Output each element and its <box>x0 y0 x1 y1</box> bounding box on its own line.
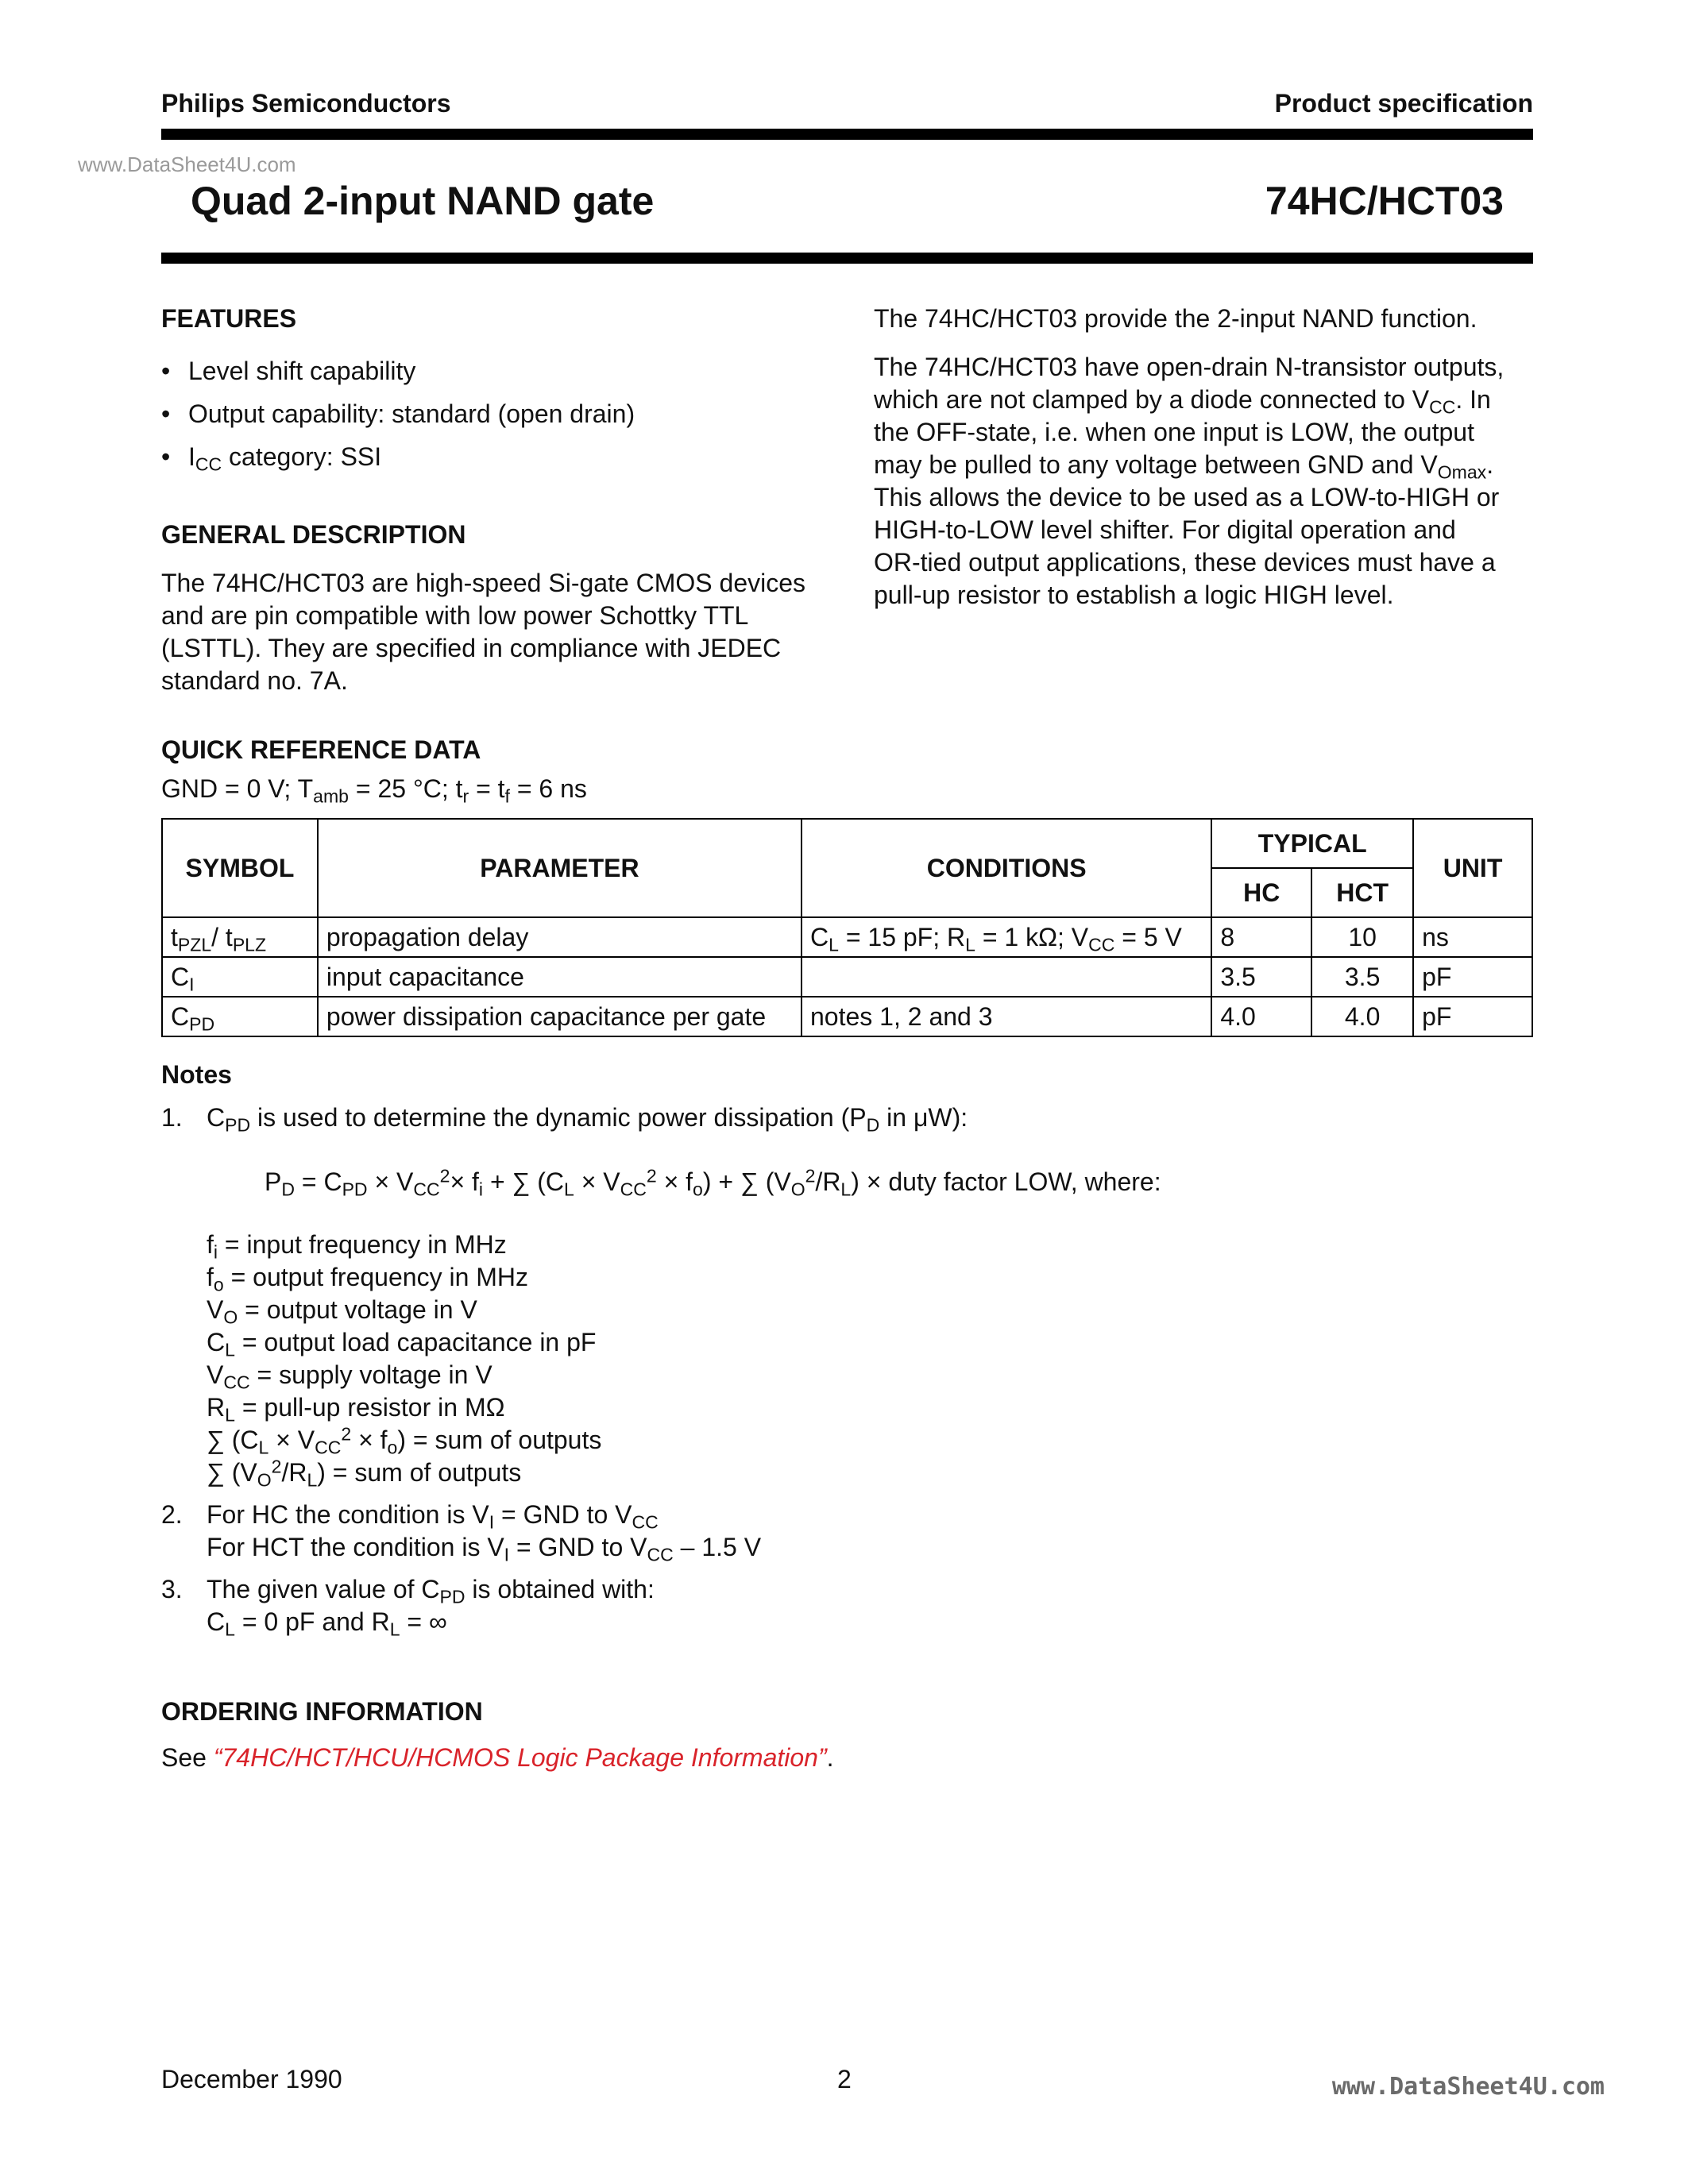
col-hc: HC <box>1211 868 1311 917</box>
col-conditions: CONDITIONS <box>802 819 1211 917</box>
cell-unit: ns <box>1413 917 1532 957</box>
cell-symbol: $C_{PD}$ <box>162 997 318 1036</box>
col-parameter: PARAMETER <box>318 819 802 917</box>
footer-date: December 1990 <box>161 2065 342 2093</box>
cell-symbol: $C_I$ <box>162 957 318 997</box>
watermark-bottom[interactable]: www.DataSheet4U.com <box>1331 2073 1605 2101</box>
features-heading: FEATURES <box>161 304 297 333</box>
cell-conditions: notes 1, 2 and 3 <box>802 997 1211 1036</box>
cell-hct: 3.5 <box>1311 957 1413 997</box>
list-item: • Level shift capability <box>161 353 813 396</box>
title-rule <box>161 253 1533 264</box>
page-number: 2 <box>837 2065 852 2093</box>
list-item: • Output capability: standard (open drain) <box>161 396 813 439</box>
qrd-heading: QUICK REFERENCE DATA <box>161 735 481 764</box>
ordering-text: See “74HC/HCT/HCU/HCMOS Logic Package Information”. <box>161 1743 834 1772</box>
col-unit: UNIT <box>1413 819 1532 917</box>
cell-parameter: propagation delay <box>318 917 802 957</box>
variable-definitions: $f_i$ = input frequency in MHz $f_o$ = output frequency in MHz $V_O$ = output voltage in V $C_L$ = output load capacitance in pF $V_{CC}$ = supply voltage in V $R_L$ = pull-up resistor in MΩ ∑ $(C_L \times V_{CC}^2 \times f_o)$ = sum of outputs ∑ $(V_O^2/R_L)$ = sum of outputs <box>207 1230 602 1491</box>
table-row <box>162 957 1532 997</box>
features-list <box>161 353 813 482</box>
col-symbol: SYMBOL <box>162 819 318 917</box>
col-hct: HCT <box>1311 868 1413 917</box>
watermark-top[interactable]: www.DataSheet4U.com <box>78 152 296 176</box>
cell-parameter: input capacitance <box>318 957 802 997</box>
package-info-link[interactable]: “74HC/HCT/HCU/HCMOS Logic Package Information” <box>213 1743 827 1772</box>
notes-heading: Notes <box>161 1060 232 1089</box>
notes-list <box>161 1102 1533 1638</box>
note-1: 1. $C_{PD}$ is used to determine the dynamic power dissipation ($P_D$ in μW): <box>161 1103 968 1136</box>
qrd-conditions: GND = 0 V; $T_{amb} = 25$ °C; $t_r = t_f = 6$ ns <box>161 774 587 807</box>
cell-conditions <box>802 957 1211 997</box>
page-title: Quad 2-input NAND gate <box>191 179 655 223</box>
doc-type: Product specification <box>1274 89 1533 118</box>
note-2: 2. For HC the condition is $V_I$ = GND to $V_{CC}$ For HCT the condition is $V_I$ = GND to $V_{CC} - 1.5$ V <box>161 1500 762 1565</box>
power-formula: $P_D = C_{PD} \times V_{CC}^2\times f_i$ + ∑ $(C_L \times V_{CC}^2 \times f_o)$ + ∑ $(V_O^2/R_L)$ × duty factor LOW, where: <box>265 1165 1161 1200</box>
table-row <box>162 917 1532 957</box>
list-item: • $I_{CC}$ category: SSI <box>161 439 813 482</box>
quick-reference-table <box>161 818 1533 1037</box>
general-description-heading: GENERAL DESCRIPTION <box>161 520 466 549</box>
ordering-heading: ORDERING INFORMATION <box>161 1697 483 1726</box>
general-description: The 74HC/HCT03 are high-speed Si-gate CMOS devices and are pin compatible with low power Schottky TTL (LSTTL). They are specified in compliance with JEDEC standard no. 7A. <box>161 569 806 695</box>
cell-hc: 3.5 <box>1211 957 1311 997</box>
cell-hc: 4.0 <box>1211 997 1311 1036</box>
header-rule <box>161 129 1533 140</box>
cell-hct: 10 <box>1311 917 1413 957</box>
bullet-icon: • <box>161 357 171 385</box>
bullet-icon: • <box>161 442 171 471</box>
cell-parameter: power dissipation capacitance per gate <box>318 997 802 1036</box>
cell-symbol: $t_{PZL}/$ $t_{PLZ}$ <box>162 917 318 957</box>
table-row <box>162 997 1532 1036</box>
cell-hct: 4.0 <box>1311 997 1413 1036</box>
col-typical: TYPICAL <box>1211 819 1413 868</box>
note-3: 3. The given value of $C_{PD}$ is obtained with: $C_L = 0$ pF and $R_L$ = ∞ <box>161 1575 655 1640</box>
bullet-icon: • <box>161 399 171 428</box>
cell-conditions: $C_L = 15$ pF; $R_L = 1$ kΩ; $V_{CC} = 5$ V <box>802 917 1211 957</box>
company-name: Philips Semiconductors <box>161 89 451 118</box>
function-description: The 74HC/HCT03 provide the 2-input NAND function. The 74HC/HCT03 have open-drain N-transistor outputs, which are not clamped by a diode connected to $V_{CC}$. In the OFF-state, i.e. when one input is LOW, the output may be pulled to any voltage between GND and $V_{Omax}$. This allows the device to be used as a LOW-to-HIGH or HIGH-to-LOW level shifter. For digital operation and OR-tied output applications, these devices must have a pull-up resistor to establish a logic HIGH level. <box>874 304 1505 609</box>
part-number: 74HC/HCT03 <box>1265 179 1504 223</box>
cell-unit: pF <box>1413 997 1532 1036</box>
cell-unit: pF <box>1413 957 1532 997</box>
cell-hc: 8 <box>1211 917 1311 957</box>
